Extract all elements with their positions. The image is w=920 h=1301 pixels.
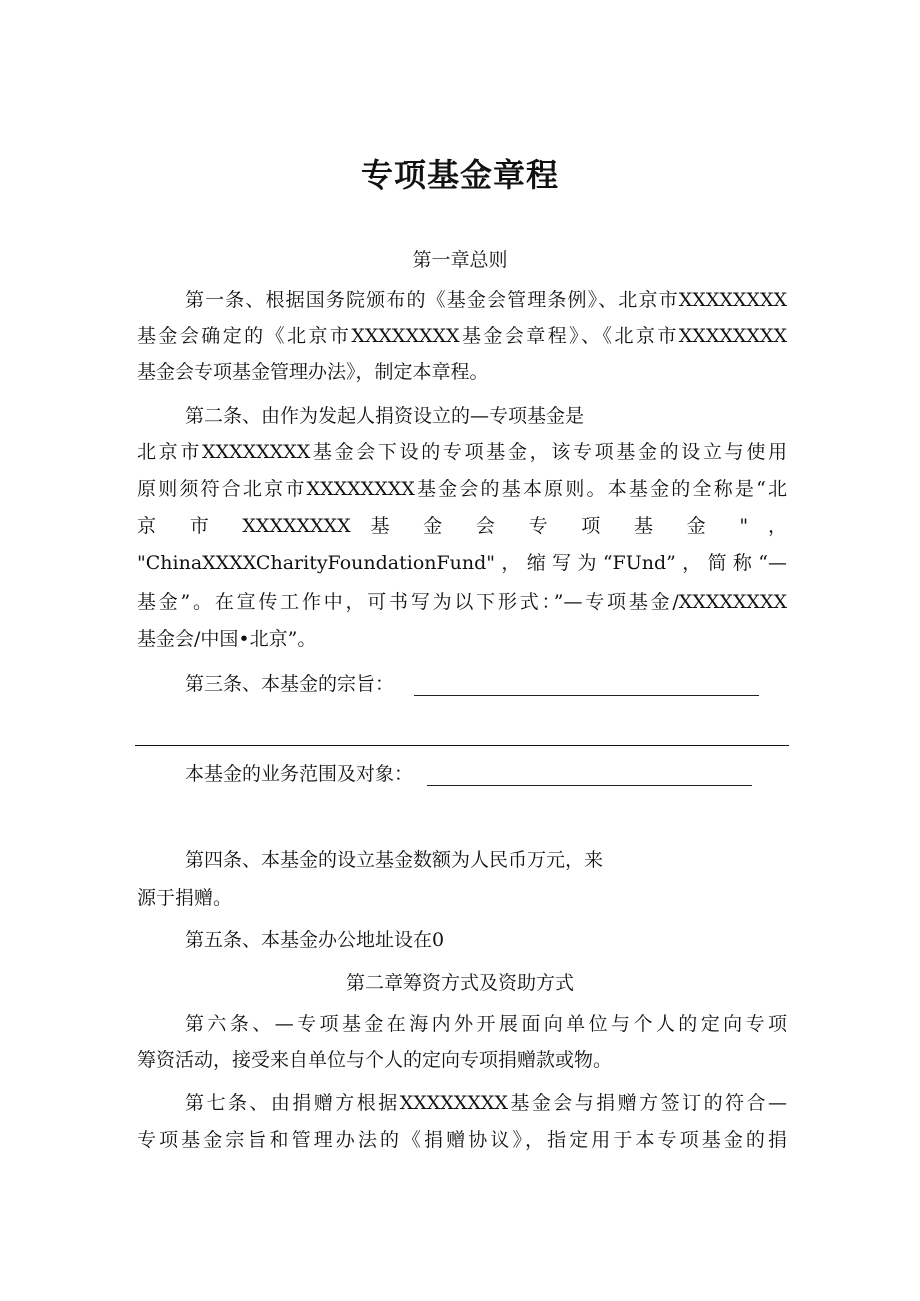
- article-1-line-1: 第一条、根据国务院颁布的《基金会管理条例》、北京市XXXXXXXX: [185, 289, 787, 311]
- purpose-continuation-line: [135, 745, 789, 746]
- chapter-1-heading: 第一章总则: [412, 249, 508, 271]
- article-3-scope: [185, 762, 787, 786]
- document-title: 专项基金章程: [360, 156, 559, 194]
- article-6-line-1: 第六条、—专项基金在海内外开展面向单位与个人的定向专项: [185, 1013, 787, 1035]
- article-1-line-3: 基金会专项基金管理办法》，制定本章程。: [137, 361, 489, 383]
- article-3-purpose: [185, 672, 787, 696]
- chapter-2-heading: 第二章筹资方式及资助方式: [345, 972, 574, 994]
- article-2-line-1: 第二条、由作为发起人捐资设立的—专项基金是: [185, 405, 585, 427]
- article-4-line-1: 第四条、本基金的设立基金数额为人民币万元，来: [185, 849, 604, 871]
- article-5: 第五条、本基金办公地址设在0: [185, 929, 445, 951]
- article-2-line-7: 基金会/中国•北京”。: [137, 628, 317, 650]
- article-2-line-5: "ChinaXXXXCharityFoundationFund"，缩写为“FUnd”，简称“—: [137, 552, 787, 574]
- article-2-line-6: 基金”。在宣传工作中，可书写为以下形式：”—专项基金/XXXXXXXX: [137, 591, 787, 613]
- article-7-line-2: 专项基金宗旨和管理办法的《捐赠协议》，指定用于本专项基金的捐: [137, 1129, 787, 1151]
- purpose-blank-line: [414, 677, 759, 696]
- article-3-label: 第三条、本基金的宗旨：: [185, 673, 395, 695]
- article-4-line-2: 源于捐赠。: [137, 887, 233, 909]
- article-2-line-3: 原则须符合北京市XXXXXXXX基金会的基本原则。本基金的全称是“北: [137, 478, 787, 500]
- article-7-line-1: 第七条、由捐赠方根据XXXXXXXX基金会与捐赠方签订的符合—: [185, 1092, 787, 1114]
- article-6-line-2: 筹资活动，接受来自单位与个人的定向专项捐赠款或物。: [137, 1049, 613, 1071]
- scope-label: 本基金的业务范围及对象：: [185, 763, 414, 785]
- article-1-line-2: 基金会确定的《北京市XXXXXXXX基金会章程》、《北京市XXXXXXXX: [137, 325, 787, 347]
- article-2-line-2: 北京市XXXXXXXX基金会下设的专项基金，该专项基金的设立与使用: [137, 441, 787, 463]
- article-2-line-4: 京 市 XXXXXXXX 基 金 会 专 项 基 金 " ，: [137, 515, 787, 537]
- scope-blank-line: [427, 767, 752, 786]
